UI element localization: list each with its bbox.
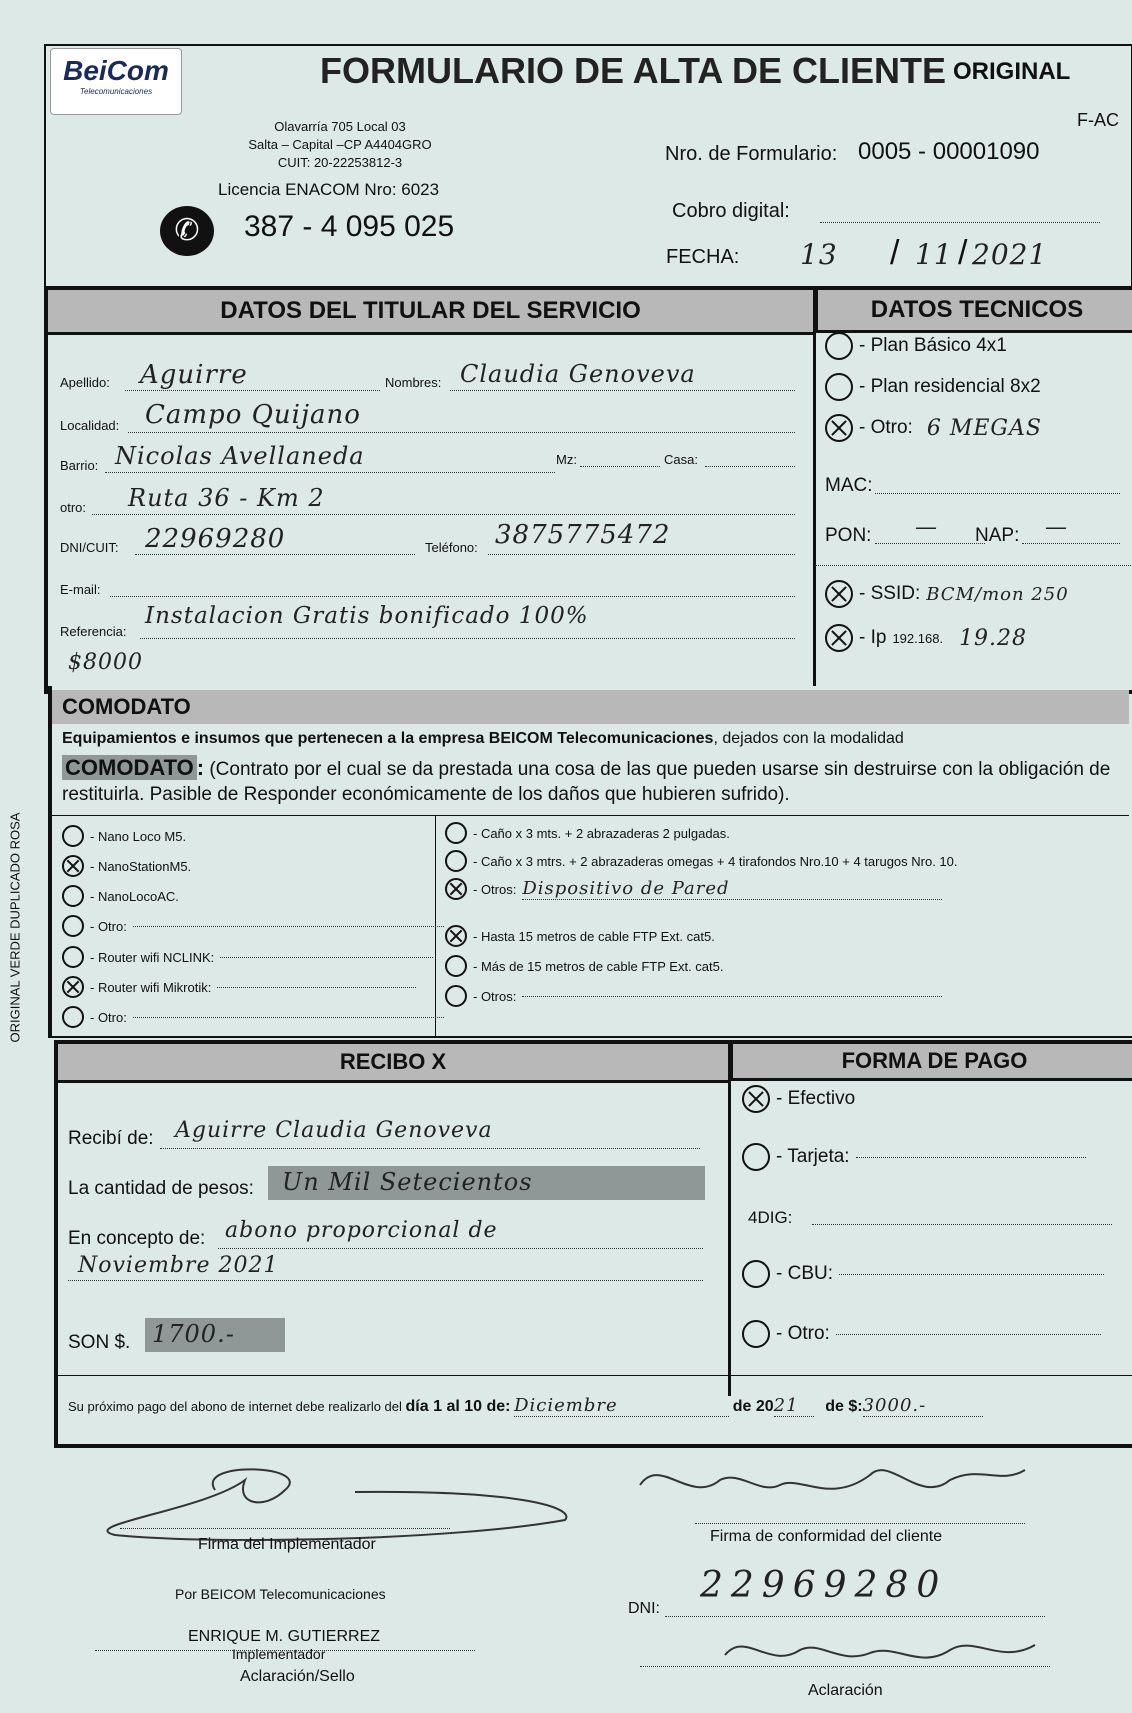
address-line: Olavarría 705 Local 03 bbox=[274, 119, 406, 134]
comodato-definition bbox=[62, 755, 1122, 807]
comodato-right-check[interactable] bbox=[445, 985, 467, 1007]
referencia-label: Referencia: bbox=[60, 624, 127, 639]
comodato-left-item[interactable] bbox=[62, 855, 191, 877]
concepto-line-2 bbox=[68, 1280, 703, 1281]
comodato-right-item[interactable] bbox=[445, 925, 715, 947]
comodato-left-check[interactable] bbox=[62, 976, 84, 998]
nap-value: — bbox=[1045, 515, 1068, 540]
comodato-left-item[interactable] bbox=[62, 885, 179, 907]
cliente-line bbox=[695, 1523, 1025, 1524]
comodato-right-label: - Otros: bbox=[473, 988, 517, 1004]
recibi-value: Aguirre Claudia Genoveva bbox=[175, 1118, 493, 1143]
concepto-value-1: abono proporcional de bbox=[225, 1218, 498, 1243]
comodato-equip-tail: , dejados con la modalidad bbox=[713, 730, 904, 747]
tarjeta-line bbox=[856, 1157, 1086, 1158]
plan-basico-label: - Plan Básico 4x1 bbox=[859, 335, 1007, 356]
fecha-slash-1: / bbox=[890, 234, 900, 272]
nombres-line bbox=[450, 390, 795, 391]
aclaracion-sello-label: Aclaración/Sello bbox=[240, 1668, 355, 1685]
fecha-month: 11 bbox=[915, 238, 953, 271]
comodato-right-value: Dispositivo de Pared bbox=[522, 878, 942, 900]
plan-otro-label: - Otro: bbox=[859, 417, 913, 438]
ip-label: - Ip bbox=[859, 627, 887, 648]
comodato-right-check[interactable] bbox=[445, 822, 467, 844]
comodato-left-check[interactable] bbox=[62, 855, 84, 877]
concepto-line-1 bbox=[218, 1248, 703, 1249]
comodato-right-check[interactable] bbox=[445, 850, 467, 872]
comodato-right-label: - Más de 15 metros de cable FTP Ext. cat5. bbox=[473, 958, 724, 974]
nap-line bbox=[1022, 543, 1120, 544]
telefono-line bbox=[488, 554, 795, 555]
dni-value: 22969280 bbox=[145, 524, 286, 554]
comodato-right-check[interactable] bbox=[445, 878, 467, 900]
mac-label: MAC: bbox=[825, 475, 873, 496]
ssid-label: - SSID: bbox=[859, 583, 921, 604]
firma-implementador-label: Firma del Implementador bbox=[198, 1536, 376, 1553]
cbu-check[interactable] bbox=[742, 1260, 770, 1288]
tarjeta-check[interactable] bbox=[742, 1143, 770, 1171]
apellido-value: Aguirre bbox=[140, 360, 248, 390]
pon-value: — bbox=[915, 515, 938, 540]
comodato-word: COMODATO bbox=[62, 755, 197, 780]
cbu-label: - CBU: bbox=[776, 1263, 833, 1284]
pago-cbu-option[interactable] bbox=[742, 1260, 1104, 1288]
cliente-aclaracion-line bbox=[640, 1666, 1050, 1667]
comodato-left-line bbox=[220, 957, 433, 958]
licencia-line: Licencia ENACOM Nro: 6023 bbox=[218, 180, 440, 199]
recibo-footer-divider bbox=[58, 1375, 1132, 1376]
comodato-left-label: - Otro: bbox=[90, 1009, 127, 1025]
tecnicos-title: DATOS TECNICOS bbox=[870, 296, 1084, 323]
mes-value: Diciembre bbox=[514, 1395, 729, 1417]
telefono-label: Teléfono: bbox=[425, 540, 478, 555]
comodato-definition-text: (Contrato por el cual se da prestada una cosa de las que pueden usarse sin destruirse con la obligación de restituirla. Pasible de Responder económicamente de los daños que hubieren sufrido). bbox=[62, 759, 1111, 805]
comodato-left-label: - NanoStationM5. bbox=[90, 858, 192, 874]
company-address bbox=[230, 118, 450, 172]
comodato-left-label: - NanoLocoAC. bbox=[90, 888, 179, 904]
cliente-dni-value: 22969280 bbox=[700, 1565, 948, 1606]
nap-label: NAP: bbox=[975, 525, 1020, 546]
plan-residencial-label: - Plan residencial 8x2 bbox=[859, 376, 1041, 397]
recibi-label: Recibí de: bbox=[68, 1128, 154, 1149]
pago-otro-line bbox=[836, 1334, 1101, 1335]
copy-label: ORIGINAL bbox=[953, 58, 1071, 85]
comodato-right-check[interactable] bbox=[445, 955, 467, 977]
otro-value: Ruta 36 - Km 2 bbox=[128, 484, 325, 512]
titular-title: DATOS DEL TITULAR DEL SERVICIO bbox=[220, 297, 641, 324]
comodato-left-item[interactable] bbox=[62, 946, 433, 968]
comodato-left-check[interactable] bbox=[62, 885, 84, 907]
recibo-title: RECIBO X bbox=[339, 1049, 447, 1074]
fecha-slash-2: / bbox=[958, 234, 968, 272]
dig-label: 4DIG: bbox=[748, 1208, 793, 1227]
pago-divider bbox=[728, 1044, 731, 1396]
son-value: 1700.- bbox=[152, 1320, 235, 1348]
plan-otro-option[interactable] bbox=[825, 414, 1042, 442]
apellido-label: Apellido: bbox=[60, 375, 110, 390]
comodato-right-check[interactable] bbox=[445, 925, 467, 947]
comodato-left-label: - Router wifi NCLINK: bbox=[90, 949, 215, 965]
implementador-nombre: ENRIQUE M. GUTIERREZ bbox=[188, 1628, 381, 1645]
pago-otro-option[interactable] bbox=[742, 1320, 1101, 1348]
localidad-line bbox=[128, 432, 795, 433]
tarjeta-label: - Tarjeta: bbox=[776, 1146, 850, 1167]
cliente-signature bbox=[630, 1445, 1030, 1525]
comodato-header bbox=[52, 690, 1129, 724]
ssid-check[interactable] bbox=[825, 580, 853, 608]
pago-otro-check[interactable] bbox=[742, 1320, 770, 1348]
referencia-line bbox=[140, 638, 795, 639]
comodato-title: COMODATO bbox=[62, 694, 191, 719]
implementador-rol: Implementador bbox=[232, 1646, 326, 1662]
implementador-signature bbox=[55, 1450, 575, 1550]
barrio-label: Barrio: bbox=[60, 458, 99, 473]
comodato-left-item[interactable] bbox=[62, 1006, 444, 1028]
ip-value: 19.28 bbox=[959, 625, 1028, 651]
cliente-aclaracion-signature bbox=[720, 1625, 1040, 1675]
recibo-section bbox=[54, 1040, 1132, 1448]
nro-value: 0005 - 00001090 bbox=[858, 138, 1040, 165]
casa-label: Casa: bbox=[664, 452, 698, 467]
implementador-line bbox=[120, 1528, 450, 1529]
pago-efectivo-option[interactable] bbox=[742, 1085, 855, 1113]
comodato-equip-line bbox=[62, 730, 904, 748]
recibi-line bbox=[160, 1148, 700, 1149]
comodato-right-label: - Caño x 3 mts. + 2 abrazaderas 2 pulgadas. bbox=[473, 825, 730, 841]
ssid-option[interactable] bbox=[825, 580, 1069, 608]
cliente-dni-label: DNI: bbox=[628, 1600, 660, 1617]
cobro-label: Cobro digital: bbox=[672, 200, 790, 222]
ssid-value: BCM/mon 250 bbox=[926, 583, 1069, 605]
cobro-line bbox=[820, 222, 1100, 223]
mz-line bbox=[580, 466, 660, 467]
concepto-label: En concepto de: bbox=[68, 1228, 206, 1249]
comodato-left-check[interactable] bbox=[62, 915, 84, 937]
dni-label: DNI/CUIT: bbox=[60, 540, 119, 555]
pon-line bbox=[875, 543, 985, 544]
comodato-right-item[interactable] bbox=[445, 822, 730, 844]
comodato-left-label: - Nano Loco M5. bbox=[90, 828, 187, 844]
plan-basico-option[interactable] bbox=[825, 332, 1007, 360]
form-title: FORMULARIO DE ALTA DE CLIENTE bbox=[320, 50, 946, 91]
referencia-extra: $8000 bbox=[68, 650, 143, 675]
apellido-line bbox=[125, 390, 380, 391]
ip-option[interactable] bbox=[825, 624, 1027, 652]
tecnicos-divider bbox=[813, 290, 816, 686]
anio-value: 21 bbox=[774, 1395, 814, 1417]
monto-label: de $: bbox=[825, 1398, 863, 1415]
comodato-right-label: - Otros: bbox=[473, 881, 517, 897]
cantidad-value: Un Mil Setecientos bbox=[282, 1168, 533, 1196]
email-line bbox=[110, 596, 795, 597]
referencia-value: Instalacion Gratis bonificado 100% bbox=[145, 603, 589, 629]
nombres-value: Claudia Genoveva bbox=[460, 360, 696, 388]
otro-line bbox=[92, 514, 795, 515]
fecha-label: FECHA: bbox=[666, 246, 740, 268]
comodato-left-item[interactable] bbox=[62, 915, 444, 937]
phone-number: 387 - 4 095 025 bbox=[244, 210, 455, 243]
nombres-label: Nombres: bbox=[385, 375, 442, 390]
form-code: F-AC bbox=[1077, 110, 1119, 130]
comodato-left-line bbox=[217, 987, 416, 988]
barrio-line bbox=[105, 472, 555, 473]
pago-title: FORMA DE PAGO bbox=[841, 1048, 1028, 1073]
comodato-left-line bbox=[133, 926, 444, 927]
proximo-pago-line bbox=[68, 1395, 1128, 1417]
pago-otro-label: - Otro: bbox=[776, 1323, 830, 1344]
ip-prefix: 192.168. bbox=[892, 630, 944, 646]
mac-line bbox=[875, 493, 1120, 494]
efectivo-label: - Efectivo bbox=[776, 1088, 856, 1109]
efectivo-check[interactable] bbox=[742, 1085, 770, 1113]
comodato-left-line bbox=[133, 1017, 444, 1018]
comodato-left-item[interactable] bbox=[62, 976, 416, 998]
concepto-value-2: Noviembre 2021 bbox=[78, 1253, 279, 1278]
comodato-colon: : bbox=[196, 755, 205, 780]
pago-tarjeta-option[interactable] bbox=[742, 1143, 1086, 1171]
comodato-right-item[interactable] bbox=[445, 878, 942, 900]
son-label: SON $. bbox=[68, 1332, 131, 1353]
comodato-items-top-border bbox=[52, 815, 1129, 816]
cuit-line: CUIT: 20-22253812-3 bbox=[277, 155, 403, 170]
comodato-right-line bbox=[522, 996, 942, 997]
comodato-left-item[interactable] bbox=[62, 825, 186, 847]
localidad-label: Localidad: bbox=[60, 418, 120, 433]
comodato-right-label: - Caño x 3 mtrs. + 2 abrazaderas omegas + 4 tirafondos Nro.10 + 4 tarugos Nro. 10. bbox=[473, 853, 958, 869]
side-copy-label: ORIGINAL VERDE DUPLICADO ROSA bbox=[7, 812, 23, 1043]
pago-header bbox=[730, 1044, 1132, 1081]
dia-label: día 1 al 10 de: bbox=[405, 1398, 511, 1415]
city-line: Salta – Capital –CP A4404GRO bbox=[248, 137, 432, 152]
barrio-value: Nicolas Avellaneda bbox=[115, 442, 365, 470]
logo bbox=[50, 48, 182, 115]
tecnicos-mid-divider bbox=[815, 565, 1132, 568]
proximo-label: Su próximo pago del abono de internet debe realizarlo del bbox=[68, 1399, 402, 1414]
comodato-left-check[interactable] bbox=[62, 946, 84, 968]
aclaracion-label: Aclaración bbox=[808, 1682, 883, 1699]
firma-cliente-label: Firma de conformidad del cliente bbox=[710, 1528, 943, 1545]
mz-label: Mz: bbox=[556, 452, 577, 467]
fecha-day: 13 bbox=[800, 238, 838, 271]
telefono-value: 3875775472 bbox=[495, 520, 671, 550]
plan-residencial-check[interactable] bbox=[825, 373, 853, 401]
plan-otro-check[interactable] bbox=[825, 414, 853, 442]
cantidad-label: La cantidad de pesos: bbox=[68, 1178, 254, 1199]
anio-label: de 20 bbox=[732, 1398, 774, 1415]
ip-check[interactable] bbox=[825, 624, 853, 652]
dni-line bbox=[135, 554, 415, 555]
comodato-left-label: - Router wifi Mikrotik: bbox=[90, 979, 212, 995]
comodato-equip-text: Equipamientos e insumos que pertenecen a la empresa BEICOM Telecomunicaciones bbox=[62, 730, 714, 747]
comodato-left-check[interactable] bbox=[62, 825, 84, 847]
whatsapp-icon: ✆ bbox=[160, 206, 214, 256]
fecha-year: 2021 bbox=[972, 238, 1048, 271]
cbu-line bbox=[839, 1274, 1104, 1275]
plan-basico-check[interactable] bbox=[825, 332, 853, 360]
recibo-header bbox=[58, 1044, 728, 1083]
cliente-dni-line bbox=[665, 1616, 1045, 1617]
tecnicos-header bbox=[815, 290, 1132, 333]
email-label: E-mail: bbox=[60, 582, 101, 597]
comodato-left-label: - Otro: bbox=[90, 918, 127, 934]
otro-label: otro: bbox=[60, 500, 87, 515]
logo-text: BeiCom bbox=[63, 55, 169, 86]
monto-value: 3000.- bbox=[863, 1395, 983, 1417]
localidad-value: Campo Quijano bbox=[145, 400, 361, 430]
por-beicom-label: Por BEICOM Telecomunicaciones bbox=[175, 1586, 386, 1602]
titular-header bbox=[48, 290, 813, 335]
comodato-right-item[interactable] bbox=[445, 850, 958, 872]
nro-label: Nro. de Formulario: bbox=[665, 143, 838, 165]
logo-subtext: Telecomunicaciones bbox=[79, 87, 153, 96]
plan-otro-value: 6 MEGAS bbox=[926, 415, 1042, 441]
dig-line bbox=[812, 1224, 1112, 1225]
comodato-right-item[interactable] bbox=[445, 955, 723, 977]
comodato-left-check[interactable] bbox=[62, 1006, 84, 1028]
pon-label: PON: bbox=[825, 525, 872, 546]
plan-residencial-option[interactable] bbox=[825, 373, 1041, 401]
casa-line bbox=[705, 466, 795, 467]
comodato-right-item[interactable] bbox=[445, 985, 942, 1007]
comodato-right-label: - Hasta 15 metros de cable FTP Ext. cat5. bbox=[473, 928, 715, 944]
